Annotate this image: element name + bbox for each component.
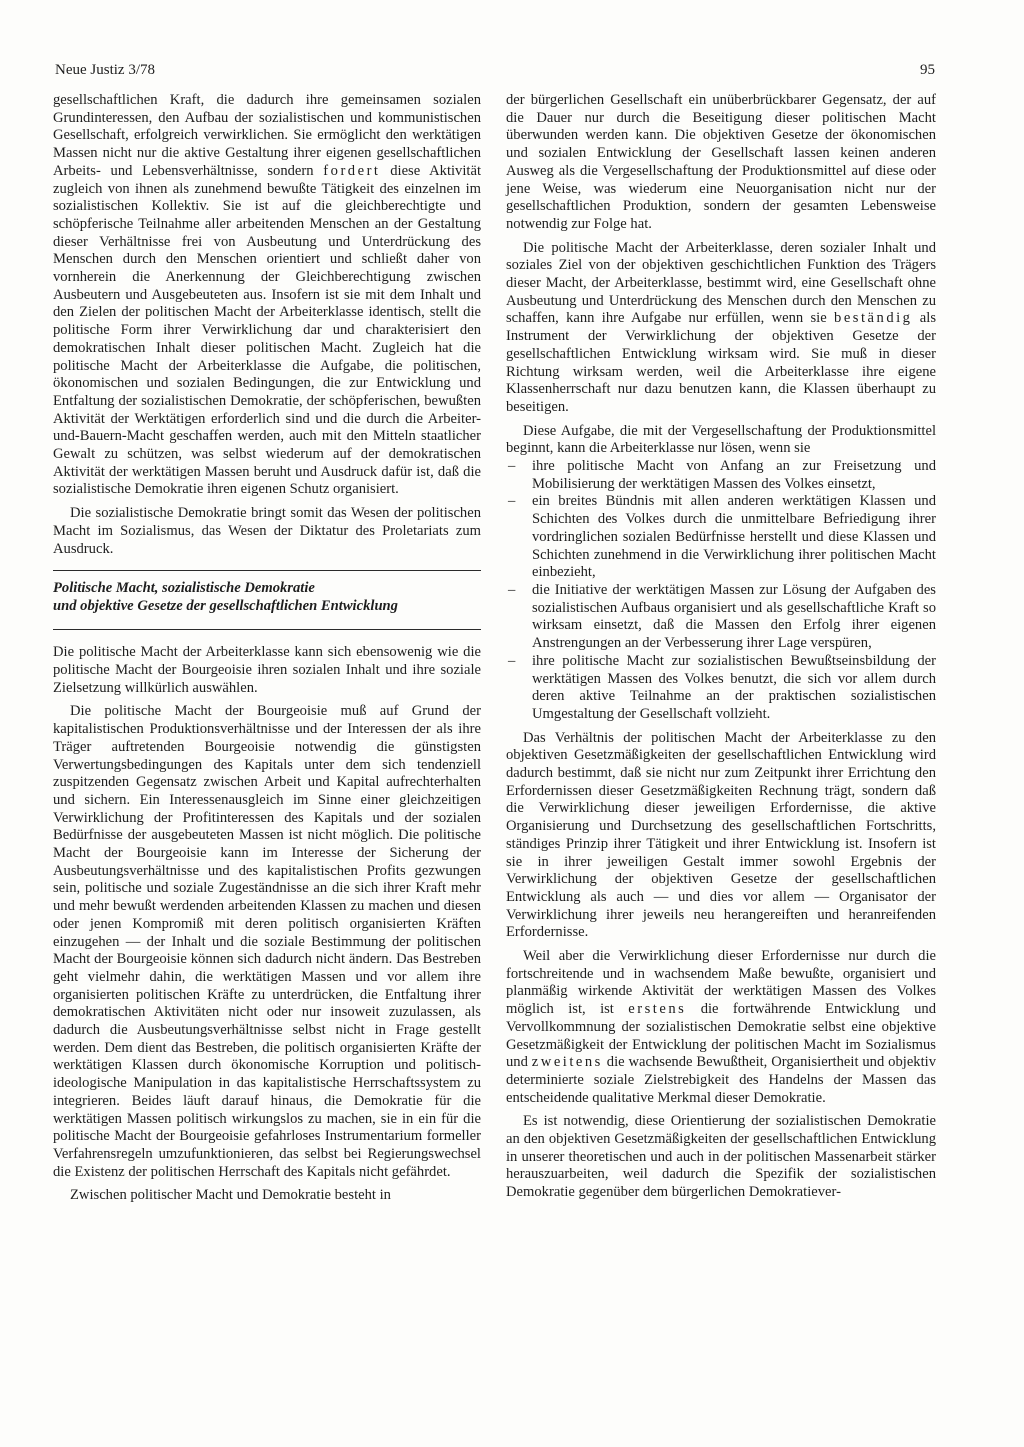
emphasized-word: beständig bbox=[834, 310, 913, 327]
paragraph: Die sozialistische Demokratie bringt somit das Wesen der politischen Macht im Sozialismus, das Wesen der Diktatur des Proletariats zum Ausdruck. bbox=[53, 505, 481, 557]
list-item: – die Initiative der werktätigen Massen zur Lösung der Aufgaben des sozialistischen Aufbaus organisiert und als gesellschaftliche Kraft so wirksam einsetzt, daß die Massen den Erfolg ihrer eigenen Anstrengungen an der Verbesserung ihrer Lage verspüren, bbox=[506, 582, 936, 653]
paragraph: Weil aber die Verwirklichung dieser Erfordernisse nur durch die fortschreitende und in wachsendem Maße bewußte, organisiert und planmäßig wirkende Aktivität der werktätigen Massen des Volkes möglich ist, ist erstens die fortwährende Entwicklung und Vervollkommnung der sozialistischen Demokratie selbst eine objektive Gesetzmäßigkeit der Entwicklung der politischen Macht im Sozialismus und zweitens die wachsende Bewußtheit, Organisiertheit und objektiv determinierte soziale Zielstrebigkeit des Handelns der Massen das entscheidende qualitative Merkmal dieser Demokratie. bbox=[506, 948, 937, 1106]
list-item: – ein breites Bündnis mit allen anderen werktätigen Klassen und Schichten des Volkes durch die unmittelbare Befriedigung ihrer vordringlichen sozialen Bedürfnisse herstellt und diese Klassen und Schichten zunehmend in die Verwirklichung ihrer politischen Macht einbezieht, bbox=[506, 493, 936, 582]
emphasized-word: fordert bbox=[323, 162, 381, 179]
paragraph: Das Verhältnis der politischen Macht der Arbeiterklasse zu den objektiven Gesetzmäßigkeiten der gesellschaftlichen Entwicklung wird dadurch bestimmt, daß sie nicht nur zum Zeitpunkt ihrer Errichtung den Erfordernissen dieser Gesetzmäßigkeiten Rechnung trägt, sondern daß die Verwirklichung dieser jeweiligen Erfordernisse, die aktive Organisierung und Durchsetzung des gesellschaftlichen Fortschritts, ständiges Prinzip ihrer Tätigkeit und ihrer Entwicklung ist. Insofern ist sie in ihrer jeweiligen Gestalt immer sowohl Ergebnis der Verwirklichung der objektiven Gesetze der gesellschaftlichen Entwicklung als auch — und dies vor allem — Organisator der Verwirklichung ihrer jeweils neu herangereiften und heranreifenden Erfordernisse. bbox=[506, 729, 936, 941]
section-divider-top bbox=[53, 570, 481, 571]
paragraph: Die politische Macht der Arbeiterklasse, deren sozialer Inhalt und soziales Ziel von der objektiven geschichtlichen Funktion des Trägers dieser Macht, der Arbeiterklasse, bestimmt wird, eine Gesellschaft ohne Ausbeutung und Unterdrückung des Menschen durch den Menschen zu schaffen, kann ihre Aufgabe nur erfüllen, wenn sie beständig als Instrument der Verwirklichung der objektiven Gesetze der gesellschaftlichen Entwicklung wirksam wird. Sie muß in dieser Richtung wirksam werden, weil die Arbeiterklasse ihre eigene Klassenherrschaft nur dazu benutzen kann, die Klassen überhaupt zu beseitigen. bbox=[506, 239, 936, 415]
paragraph: der bürgerlichen Gesellschaft ein unüberbrückbarer Gegensatz, der auf die Dauer nur durch die Beseitigung dieser politischen Macht überwunden werden kann. Die objektiven Gesetze der ökonomischen und sozialen Entwicklung der Gesellschaft lassen keinen anderen Ausweg als die Vergesellschaftung der Produktionsmittel auf diese oder jene Weise, was wiederum eine Neuorganisation nicht nur der gesellschaftlichen Produktion, sondern der gesamten Lebensweise notwendig zur Folge hat. bbox=[506, 92, 936, 232]
emphasized-word: zweitens bbox=[531, 1054, 603, 1071]
paragraph: gesellschaftlichen Kraft, die dadurch ihre gemeinsamen sozialen Grundinteressen, den Aufbau der sozialistischen und kommunistischen Gesellschaft, erfolgreich verwirklichen. Sie ermöglicht den werktätigen Massen nicht nur die aktive Gestaltung ihrer eigenen gesellschaftlichen Arbeits- und Lebensverhältnisse, sondern fordert diese Aktivität zugleich von ihnen als zunehmend bewußte Tätigkeit des einzelnen im sozialistischen Kollektiv. Sie ist auf die gleichberechtigte und schöpferische Teilnahme aller arbeitenden Menschen an der Gestaltung dieser Verhältnisse frei von Ausbeutung und Unterdrückung des Menschen durch den Menschen orientiert und schließt daher von vornherein die Anerkennung der Gleichberechtigung zwischen Ausbeutern und Ausgebeuteten aus. Insofern ist sie mit dem Inhalt und den Zielen der politischen Macht der Arbeiterklasse identisch, stellt die politische Form ihrer Verwirklichung dar und charakterisiert den demokratischen Inhalt dieser politischen Macht. Zugleich hat die politische Macht der Arbeiterklasse die Aufgabe, die politischen, ökonomischen und sozialen Bedingungen, die zur Entwicklung und Entfaltung der sozialistischen Demokratie, der schöpferischen, bewußten Aktivität der Werktätigen erforderlich sind und die durch die Arbeiter-und-Bauern-Macht geschaffen werden, auch mit den Mitteln staatlicher Gewalt zu schützen, was selbst wiederum auf der demokratischen Aktivität der werktätigen Massen beruht und Ausdruck dafür ist, daß die sozialistische Demokratie ihren eigenen Schutz organisiert. bbox=[53, 92, 481, 498]
dash-list bbox=[506, 458, 936, 724]
right-column bbox=[506, 92, 936, 1202]
left-column bbox=[53, 92, 481, 1205]
emphasized-word: erstens bbox=[628, 1001, 687, 1018]
paragraph: Zwischen politischer Macht und Demokratie besteht in bbox=[70, 1187, 391, 1204]
section-divider-bottom bbox=[53, 629, 481, 630]
section-heading: Politische Macht, sozialistische Demokratie und objektive Gesetze der gesellschaftlichen Entwicklung bbox=[53, 580, 398, 615]
page-header bbox=[55, 62, 935, 84]
paragraph: Diese Aufgabe, die mit der Vergesellschaftung der Produktionsmittel beginnt, kann die Arbeiterklasse nur lösen, wenn sie bbox=[506, 422, 936, 457]
paragraph: Die politische Macht der Bourgeoisie muß auf Grund der kapitalistischen Produktionsverhältnisse und der Interessen der als ihre Träger auftretenden Bourgeoisie notwendig die günstigsten Verwertungsbedingungen des Kapitals unter dem sich tendenziell zuspitzenden Gegensatz zwischen Arbeit und Kapital aufrechterhalten und sichern. Ein Interessenausgleich im Sinne einer gleichzeitigen Verwirklichung der Profitinteressen des Kapitals und der sozialen Bedürfnisse der ausgebeuteten Massen ist nicht möglich. Die politische Macht der Bourgeoisie kann im Interesse der Sicherung der Ausbeutungsverhältnisse und des kapitalistischen Profits gezwungen sein, politische und soziale Zugeständnisse an die sich ihrer Kraft mehr und mehr bewußt werdenden arbeitenden Klassen zu machen und diesen oder jenen Kompromiß mit deren politisch organisierten Kräften einzugehen — der Inhalt und die soziale Bestimmung der politischen Macht der Bourgeoisie können sich dadurch nicht ändern. Das Bestreben geht vielmehr dahin, die werktätigen Massen und vor allem ihre organisierten politischen Kräfte zu unterdrücken, die Entfaltung ihrer demokratischen Aktivitäten nicht oder nur insoweit zuzulassen, als dadurch die Ausbeutungsverhältnisse selbst nicht in Frage gestellt werden. Dem dient das Bestreben, die politisch organisierten Kräfte der werktätigen Klassen durch ökonomische Korruption und politisch-ideologische Manipulation in das kapitalistische Herrschaftssystem zu integrieren. Beides läuft darauf hinaus, die Demokratie für die werktätigen Massen politisch wirkungslos zu machen, sie in ein für die politische Macht der Bourgeoisie gefahrloses Instrumentarium formeller Verfahrensregeln umzufunktionieren, das selbst bei Regierungswechsel die Existenz der politischen Herrschaft des Kapitals nicht gefährdet. bbox=[53, 703, 481, 1180]
paragraph: Es ist notwendig, diese Orientierung der sozialistischen Demokratie an den objektiven Gesetzmäßigkeiten der gesellschaftlichen Entwicklung in unserer theoretischen und auch in der politischen Massenarbeit stärker herauszuarbeiten, weil dadurch die Spezifik der sozialistischen Demokratie gegenüber dem bürgerlichen Demokratiever- bbox=[506, 1113, 936, 1201]
page-number: 95 bbox=[920, 62, 935, 78]
list-item: – ihre politische Macht zur sozialistischen Bewußtseinsbildung der werktätigen Massen des Volkes benutzt, die sich vor allem durch deren aktive Teilnahme an der praktischen sozialistischen Umgestaltung der Gesellschaft vollzieht. bbox=[506, 653, 936, 724]
journal-title: Neue Justiz 3/78 bbox=[55, 62, 155, 78]
list-item: – ihre politische Macht von Anfang an zur Freisetzung und Mobilisierung der werktätigen Massen des Volkes einsetzt, bbox=[506, 458, 936, 493]
paragraph: Die politische Macht der Arbeiterklasse kann sich ebensowenig wie die politische Macht der Bourgeoisie ihren sozialen Inhalt und ihre soziale Zielsetzung willkürlich auswählen. bbox=[53, 644, 481, 696]
